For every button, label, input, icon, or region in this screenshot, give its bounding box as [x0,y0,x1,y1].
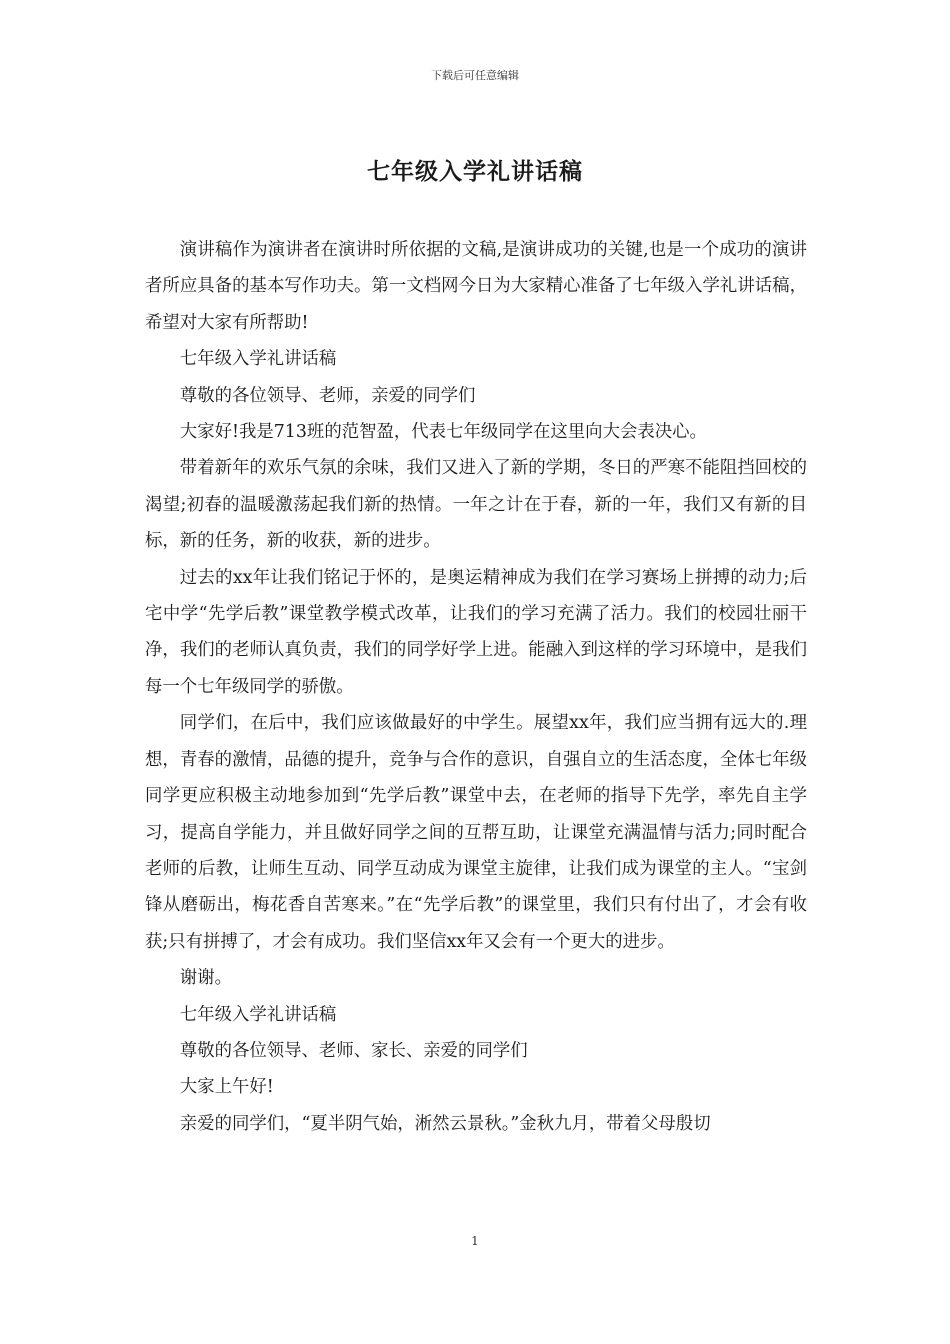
paragraph-salutation-2: 尊敬的各位领导、老师、家长、亲爱的同学们 [179,1040,528,1061]
paragraph-thanks: 谢谢。 [179,968,232,989]
paragraph-new-semester: 带着新年的欢乐气氛的余味，我们又进入了新的学期，冬日的严寒不能阻挡回校的渴望;初春的温暖激荡起我们新的热情。一年之计在于春，新的一年，我们又有新的目标，新的任务，新的收获，新的进步。 [145,458,807,552]
paragraph-outlook: 同学们，在后中，我们应该做最好的中学生。展望xx年，我们应当拥有远大的.理想，青春的激情，品德的提升，竞争与合作的意识，自强自立的生活态度，全体七年级同学更应积极主动地参加到“先学后教”课堂中去，在老师的指导下先学，率先自主学习，提高自学能力，并且做好同学之间的互帮互助，让课堂充满温情与活力;同时配合老师的后教，让师生互动、同学互动成为课堂主旋律，让我们成为课堂的主人。“宝剑锋从磨砺出，梅花香自苦寒来。”在“先学后教”的课堂里，我们只有付出了，才会有收获;只有拼搏了，才会有成功。我们坚信xx年又会有一个更大的进步。 [145,713,807,952]
document-body [145,232,807,1142]
paragraph-subtitle-2: 七年级入学礼讲话稿 [179,1004,337,1025]
document-title: 七年级入学礼讲话稿 [367,158,583,185]
paragraph-autumn: 亲爱的同学们，“夏半阴气始，淅然云景秋。”金秋九月，带着父母殷切 [179,1113,711,1134]
paragraph-past-year: 过去的xx年让我们铭记于怀的，是奥运精神成为我们在学习赛场上拼搏的动力;后宅中学“先学后教”课堂教学模式改革，让我们的学习充满了活力。我们的校园壮丽干净，我们的老师认真负责，我们的同学好学上进。能融入到这样的学习环境中，是我们每一个七年级同学的骄傲。 [145,567,807,697]
paragraph-subtitle-1: 七年级入学礼讲话稿 [179,349,337,370]
paragraph-greeting-1: 大家好!我是713班的范智盈，代表七年级同学在这里向大会表决心。 [179,422,707,443]
paragraph-intro: 演讲稿作为演讲者在演讲时所依据的文稿,是演讲成功的关键,也是一个成功的演讲者所应具备的基本写作功夫。第一文档网今日为大家精心准备了七年级入学礼讲话稿，希望对大家有所帮助! [145,240,807,333]
header-note: 下载后可任意编辑 [431,69,519,82]
paragraph-greeting-2: 大家上午好! [179,1077,274,1098]
paragraph-salutation-1: 尊敬的各位领导、老师，亲爱的同学们 [179,385,476,406]
page-number: 1 [471,1234,479,1248]
